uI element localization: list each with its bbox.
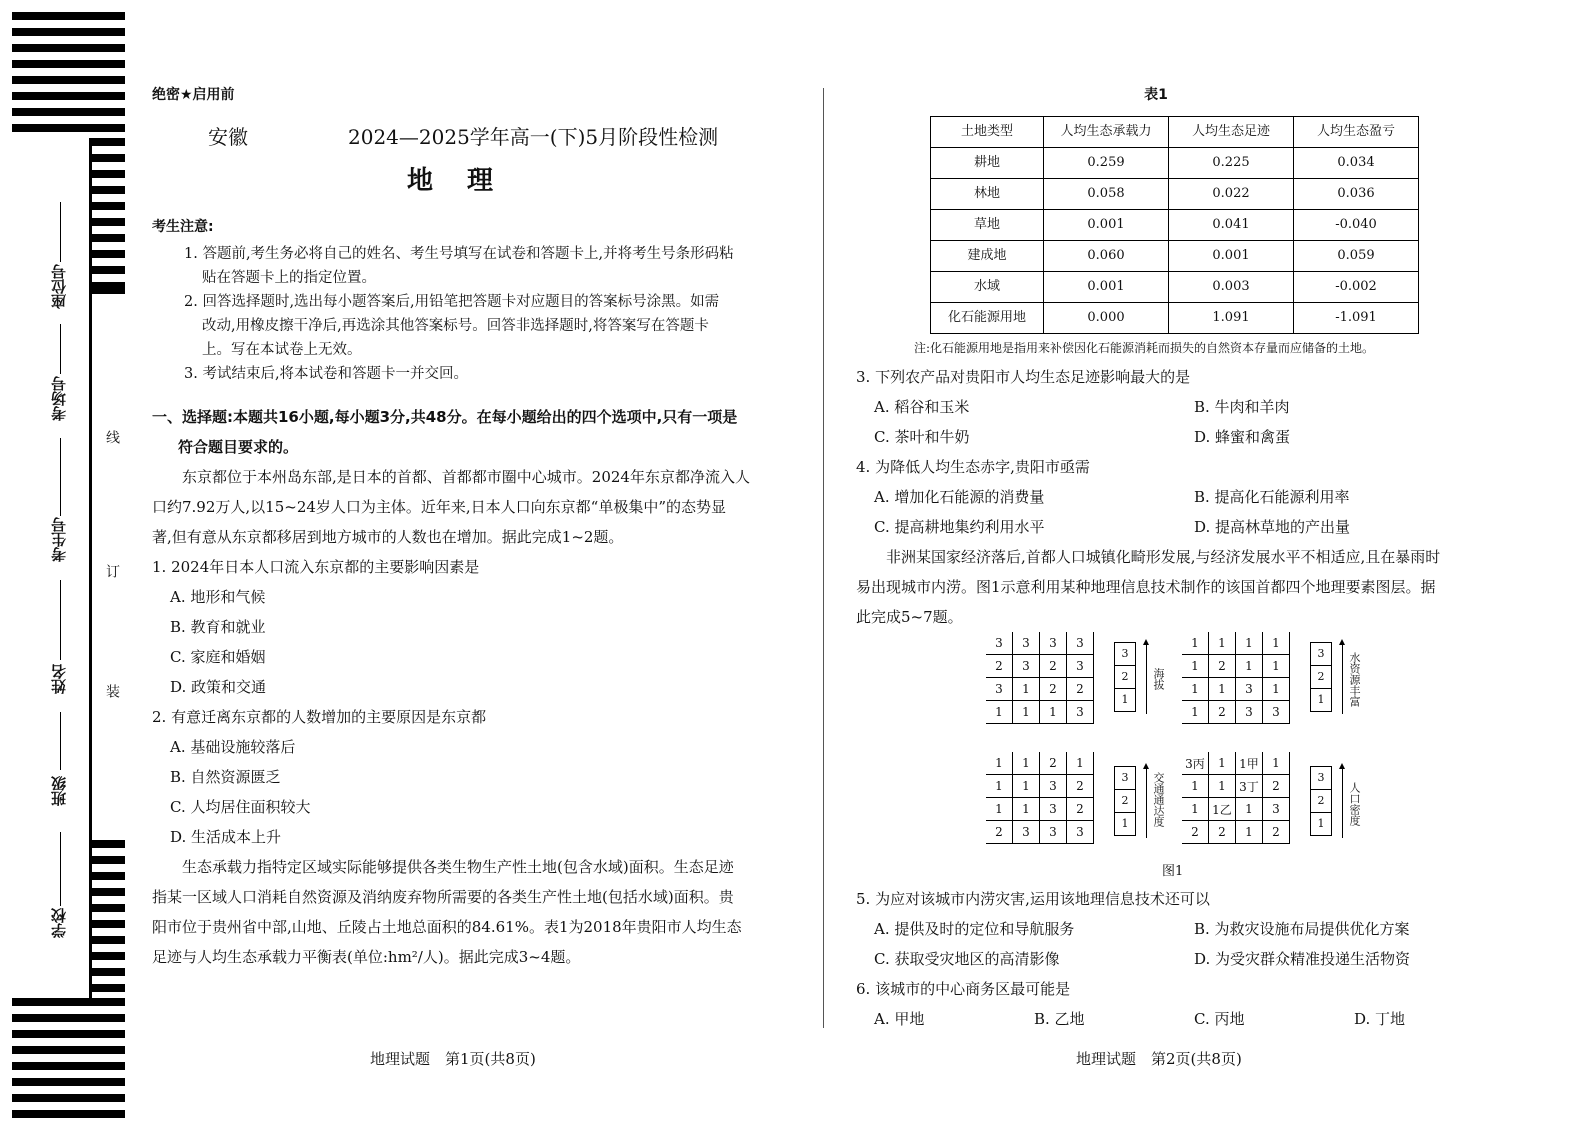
grid-row <box>986 775 1094 798</box>
grid-cell: 1 <box>1182 678 1209 701</box>
option[interactable]: C. 丙地 <box>1194 1010 1245 1028</box>
grid-cell: 1 <box>986 752 1013 775</box>
name-label: 姓名 <box>50 664 68 694</box>
grid-cell: 1 <box>986 798 1013 821</box>
cell: 0.041 <box>1169 210 1294 241</box>
grid-row <box>986 632 1094 655</box>
legend-entry: 1 <box>1121 817 1129 830</box>
grid-cell: 1 <box>1236 632 1263 655</box>
arrow-icon <box>1146 768 1147 838</box>
grid-cell: 1乙 <box>1209 798 1236 821</box>
notice-item: 改动,用橡皮擦干净后,再选涂其他答案标号。回答非选择题时,将答案写在答题卡 <box>202 318 709 334</box>
barcode-stripe <box>12 1062 125 1070</box>
option[interactable]: C. 提高耕地集约利用水平 <box>874 518 1045 536</box>
class-label: 班级 <box>50 776 68 806</box>
cell: 0.034 <box>1294 148 1419 179</box>
grid-row <box>986 701 1094 724</box>
cell: 0.001 <box>1169 241 1294 272</box>
cell: -0.040 <box>1294 210 1419 241</box>
cut-label-bind: 订 <box>104 564 120 578</box>
legend-entry: 3 <box>1311 643 1331 666</box>
option[interactable]: A. 增加化石能源的消费量 <box>874 488 1045 506</box>
notice-item: 上。写在本试卷上无效。 <box>202 342 362 358</box>
cell: 1.091 <box>1169 303 1294 334</box>
figure-1 <box>984 632 1364 850</box>
barcode-stripe <box>90 250 125 258</box>
legend-entry: 1 <box>1317 817 1325 830</box>
layer-title: 人口密度 <box>1348 782 1361 826</box>
cell: 0.259 <box>1044 148 1169 179</box>
option[interactable]: A. 甲地 <box>874 1010 925 1028</box>
option[interactable]: C. 家庭和婚姻 <box>170 648 266 666</box>
table-row <box>931 303 1419 334</box>
barcode-stripe <box>90 920 125 928</box>
grid-cell: 3 <box>986 678 1013 701</box>
section-heading: 一、选择题:本题共16小题,每小题3分,共48分。在每小题给出的四个选项中,只有一项是 <box>152 408 738 426</box>
barcode-stripe <box>90 170 125 178</box>
table-header: 人均生态承载力 <box>1044 117 1169 148</box>
barcode-stripe <box>90 952 125 960</box>
section-heading-cont: 符合题目要求的。 <box>178 438 299 456</box>
table-header: 土地类型 <box>931 117 1044 148</box>
grid-cell: 1 <box>1236 798 1263 821</box>
cell: 0.060 <box>1044 241 1169 272</box>
cut-label-line: 线 <box>104 430 120 444</box>
option[interactable]: A. 地形和气候 <box>170 588 266 606</box>
passage-line: 口约7.92万人,以15~24岁人口为主体。近年来,日本人口向东京都“单极集中”的态势显 <box>152 498 727 516</box>
grid-cell: 1 <box>1263 678 1290 701</box>
grid-row <box>1182 752 1290 775</box>
grid-row <box>986 655 1094 678</box>
legend-entry: 2 <box>1115 790 1135 813</box>
question-stem: 1. 2024年日本人口流入东京都的主要影响因素是 <box>152 558 480 576</box>
grid-cell: 3 <box>1013 655 1040 678</box>
cell: 化石能源用地 <box>931 303 1044 334</box>
barcode-stripe <box>12 108 125 116</box>
barcode-stripe <box>90 282 125 294</box>
cell: 0.001 <box>1044 210 1169 241</box>
grid-cell: 2 <box>986 821 1013 844</box>
barcode-stripe <box>12 12 125 20</box>
option[interactable]: C. 人均居住面积较大 <box>170 798 311 816</box>
cell: 0.022 <box>1169 179 1294 210</box>
figure-caption: 图1 <box>1162 864 1184 879</box>
grid-cell: 1 <box>1067 752 1094 775</box>
seat-label: 座位号 <box>50 264 68 309</box>
layer-legend <box>1114 642 1136 712</box>
barcode-stripe <box>90 154 125 162</box>
cell: 0.225 <box>1169 148 1294 179</box>
cut-label-staple: 装 <box>104 684 120 698</box>
grid-row <box>986 752 1094 775</box>
grid-cell: 3 <box>1040 775 1067 798</box>
option[interactable]: A. 稻谷和玉米 <box>874 398 970 416</box>
table-header: 人均生态足迹 <box>1169 117 1294 148</box>
grid-cell: 1 <box>1209 752 1236 775</box>
option[interactable]: B. 教育和就业 <box>170 618 266 636</box>
barcode-stripe <box>90 888 125 896</box>
barcode-stripe <box>12 1078 125 1086</box>
passage-line: 阳市位于贵州省中部,山地、丘陵占土地总面积的84.61%。表1为2018年贵阳市人均生态 <box>152 918 742 936</box>
barcode-stripe <box>90 872 125 880</box>
grid-row <box>1182 632 1290 655</box>
barcode-stripe <box>90 266 125 274</box>
cell: 0.001 <box>1044 272 1169 303</box>
layer-grid-population <box>1182 752 1290 844</box>
question-stem: 4. 为降低人均生态赤字,贵阳市亟需 <box>856 458 1090 476</box>
fill-line <box>60 832 61 906</box>
grid-cell: 2 <box>1209 701 1236 724</box>
exam-title: 安徽 2024—2025学年高一(下)5月阶段性检测 <box>208 125 719 149</box>
option[interactable]: B. 牛肉和羊肉 <box>1194 398 1290 416</box>
option[interactable]: C. 获取受灾地区的高清影像 <box>874 950 1060 968</box>
passage-line: 著,但有意从东京都移居到地方城市的人数也在增加。据此完成1~2题。 <box>152 528 624 546</box>
barcode-stripe <box>90 202 125 210</box>
column-divider <box>823 88 824 1028</box>
grid-cell: 1 <box>1040 701 1067 724</box>
table-caption: 表1 <box>1144 87 1168 103</box>
option[interactable]: A. 提供及时的定位和导航服务 <box>874 920 1075 938</box>
barcode-stripe <box>90 936 125 944</box>
grid-cell: 2 <box>1040 752 1067 775</box>
table-row <box>931 179 1419 210</box>
grid-cell: 1 <box>1263 655 1290 678</box>
legend-entry: 2 <box>1115 666 1135 689</box>
option-row <box>856 482 1456 512</box>
grid-cell: 1 <box>1236 821 1263 844</box>
grid-cell: 1 <box>1236 655 1263 678</box>
grid-cell: 1 <box>986 701 1013 724</box>
fill-line <box>60 202 61 262</box>
cell: 0.003 <box>1169 272 1294 303</box>
table-row <box>931 210 1419 241</box>
barcode-stripe <box>90 904 125 912</box>
option[interactable]: D. 丁地 <box>1354 1010 1406 1028</box>
fill-line <box>60 580 61 660</box>
notice-item: 2. 回答选择题时,选出每小题答案后,用铅笔把答题卡对应题目的答案标号涂黑。如需 <box>184 294 720 310</box>
grid-cell: 2 <box>1263 775 1290 798</box>
barcode-stripe <box>90 138 125 146</box>
option[interactable]: B. 乙地 <box>1034 1010 1085 1028</box>
cell: 水域 <box>931 272 1044 303</box>
page-2-lower <box>856 884 1456 1034</box>
barcode-stripe <box>12 28 125 36</box>
room-label: 考场号 <box>50 376 68 421</box>
grid-row <box>986 798 1094 821</box>
grid-cell: 3 <box>1040 798 1067 821</box>
grid-cell: 3 <box>1263 701 1290 724</box>
grid-cell: 2 <box>1040 678 1067 701</box>
grid-cell: 3 <box>1236 701 1263 724</box>
barcode-stripe <box>90 234 125 242</box>
grid-row <box>986 678 1094 701</box>
grid-cell: 1 <box>1209 632 1236 655</box>
barcode-stripe <box>12 76 125 84</box>
barcode-stripe <box>90 968 125 976</box>
question-stem: 2. 有意迁离东京都的人数增加的主要原因是东京都 <box>152 708 487 726</box>
grid-cell: 1 <box>1013 798 1040 821</box>
barcode-stripe <box>12 1110 125 1118</box>
page-2 <box>856 80 1456 632</box>
barcode-stripe <box>12 1094 125 1102</box>
option[interactable]: D. 为受灾群众精准投递生活物资 <box>1194 950 1411 968</box>
grid-cell: 1 <box>1013 775 1040 798</box>
cell: 0.036 <box>1294 179 1419 210</box>
barcode-stripe <box>90 856 125 864</box>
passage-line: 东京都位于本州岛东部,是日本的首都、首都都市圈中心城市。2024年东京都净流入人 <box>182 468 750 486</box>
option-row <box>856 512 1456 542</box>
cell: 0.000 <box>1044 303 1169 334</box>
arrow-icon <box>1342 768 1343 838</box>
grid-cell: 2 <box>1209 821 1236 844</box>
binding-line <box>89 138 92 998</box>
option-row <box>856 914 1456 944</box>
barcode-stripe <box>90 840 125 848</box>
option[interactable]: B. 自然资源匮乏 <box>170 768 281 786</box>
grid-cell: 1 <box>1182 632 1209 655</box>
barcode-stripe <box>12 44 125 52</box>
barcode-stripe <box>12 124 125 132</box>
option-row <box>856 392 1456 422</box>
legend-entry: 3 <box>1115 643 1135 666</box>
fill-line <box>60 712 61 770</box>
grid-cell: 2 <box>1182 821 1209 844</box>
passage-line: 易出现城市内涝。图1示意利用某种地理信息技术制作的该国首都四个地理要素图层。据 <box>856 578 1436 596</box>
grid-cell: 2 <box>986 655 1013 678</box>
table-header-row <box>931 117 1419 148</box>
grid-cell: 3丁 <box>1236 775 1263 798</box>
grid-row <box>1182 655 1290 678</box>
layer-legend <box>1114 766 1136 836</box>
table-header: 人均生态盈亏 <box>1294 117 1419 148</box>
notice-item: 3. 考试结束后,将本试卷和答题卡一并交回。 <box>184 366 469 382</box>
option[interactable]: D. 提高林草地的产出量 <box>1194 518 1351 536</box>
table-row <box>931 241 1419 272</box>
grid-row <box>986 821 1094 844</box>
option[interactable]: A. 基础设施较落后 <box>170 738 296 756</box>
passage-line: 非洲某国家经济落后,首都人口城镇化畸形发展,与经济发展水平不相适应,且在暴雨时 <box>886 548 1441 566</box>
barcode-stripe <box>12 92 125 100</box>
grid-cell: 3 <box>1040 821 1067 844</box>
cell: 0.058 <box>1044 179 1169 210</box>
legend-entry: 2 <box>1311 790 1331 813</box>
option-row <box>856 1004 1456 1034</box>
question-stem: 3. 下列农产品对贵阳市人均生态足迹影响最大的是 <box>856 368 1191 386</box>
grid-cell: 3 <box>986 632 1013 655</box>
grid-row <box>1182 701 1290 724</box>
grid-row <box>1182 821 1290 844</box>
binding-sidebar <box>12 12 125 1124</box>
secret-mark: 绝密★启用前 <box>152 87 235 103</box>
grid-cell: 1 <box>1013 701 1040 724</box>
grid-row <box>1182 678 1290 701</box>
option-row <box>856 422 1456 452</box>
notice-list <box>152 242 792 386</box>
page-footer-1: 地理试题 第1页(共8页) <box>370 1050 536 1068</box>
grid-cell: 1 <box>1209 678 1236 701</box>
barcode-stripe <box>90 984 125 992</box>
notice-item: 1. 答题前,考生务必将自己的姓名、考生号填写在试卷和答题卡上,并将考生号条形码粘 <box>184 246 734 262</box>
grid-row <box>1182 798 1290 821</box>
cell: 0.059 <box>1294 241 1419 272</box>
barcode-stripe <box>12 1046 125 1054</box>
option[interactable]: D. 政策和交通 <box>170 678 267 696</box>
page-footer-2: 地理试题 第2页(共8页) <box>1076 1050 1242 1068</box>
grid-cell: 3 <box>1067 655 1094 678</box>
arrow-icon <box>1146 644 1147 714</box>
grid-cell: 1 <box>1182 701 1209 724</box>
cell: 耕地 <box>931 148 1044 179</box>
arrow-icon <box>1342 644 1343 714</box>
cell: -1.091 <box>1294 303 1419 334</box>
fill-line <box>60 438 61 516</box>
grid-cell: 2 <box>1209 655 1236 678</box>
cell: -0.002 <box>1294 272 1419 303</box>
fill-line <box>60 324 61 374</box>
grid-cell: 2 <box>1263 821 1290 844</box>
option[interactable]: C. 茶叶和牛奶 <box>874 428 970 446</box>
option[interactable]: D. 蜂蜜和禽蛋 <box>1194 428 1291 446</box>
cell: 林地 <box>931 179 1044 210</box>
grid-cell: 1 <box>1013 678 1040 701</box>
layer-grid-water <box>1182 632 1290 724</box>
layer-title: 交通通达度 <box>1152 772 1165 827</box>
grid-cell: 2 <box>1067 798 1094 821</box>
school-label: 学校 <box>50 908 68 938</box>
legend-entry: 2 <box>1311 666 1331 689</box>
grid-cell: 1 <box>1182 655 1209 678</box>
grid-cell: 1甲 <box>1236 752 1263 775</box>
table-row <box>931 272 1419 303</box>
passage-line: 此完成5~7题。 <box>856 608 963 626</box>
table-row <box>931 148 1419 179</box>
option-row <box>856 944 1456 974</box>
grid-cell: 3 <box>1040 632 1067 655</box>
ecology-table <box>930 116 1419 334</box>
passage-line: 足迹与人均生态承载力平衡表(单位:hm²/人)。据此完成3~4题。 <box>152 948 581 966</box>
grid-cell: 1 <box>1013 752 1040 775</box>
barcode-stripe <box>12 1014 125 1022</box>
legend-entry: 3 <box>1311 767 1331 790</box>
exam-number-label: 考生号 <box>50 517 68 562</box>
notice-item: 贴在答题卡上的指定位置。 <box>202 270 376 286</box>
table-note: 注:化石能源用地是指用来补偿因化石能源消耗而损失的自然资本存量而应储备的土地。 <box>914 341 1375 355</box>
barcode-stripe <box>90 218 125 226</box>
barcode-stripe <box>12 60 125 68</box>
grid-cell: 2 <box>1067 775 1094 798</box>
layer-title: 水资源丰富 <box>1348 652 1361 707</box>
notice-title: 考生注意: <box>152 219 214 235</box>
page-1 <box>152 80 792 972</box>
grid-cell: 3 <box>1067 821 1094 844</box>
grid-cell: 3 <box>1013 632 1040 655</box>
barcode-stripe <box>12 1030 125 1038</box>
grid-cell: 3 <box>1236 678 1263 701</box>
cell: 草地 <box>931 210 1044 241</box>
option[interactable]: B. 提高化石能源利用率 <box>1194 488 1350 506</box>
grid-cell: 1 <box>1182 775 1209 798</box>
barcode-stripe <box>12 998 125 1006</box>
grid-cell: 2 <box>1067 678 1094 701</box>
grid-cell: 3 <box>1067 701 1094 724</box>
layer-legend <box>1310 766 1332 836</box>
grid-cell: 3 <box>1013 821 1040 844</box>
grid-cell: 2 <box>1040 655 1067 678</box>
layer-legend <box>1310 642 1332 712</box>
layer-grid-traffic <box>986 752 1094 844</box>
grid-cell: 1 <box>1263 752 1290 775</box>
grid-cell: 3 <box>1263 798 1290 821</box>
question-stem: 5. 为应对该城市内涝灾害,运用该地理信息技术还可以 <box>856 890 1210 908</box>
subject-title: 地 理 <box>406 166 497 196</box>
layer-grid-elevation <box>986 632 1094 724</box>
question-stem: 6. 该城市的中心商务区最可能是 <box>856 980 1071 998</box>
legend-entry: 1 <box>1317 693 1325 706</box>
legend-entry: 3 <box>1115 767 1135 790</box>
grid-row <box>1182 775 1290 798</box>
legend-entry: 1 <box>1121 693 1129 706</box>
option[interactable]: B. 为救灾设施布局提供优化方案 <box>1194 920 1410 938</box>
passage-line: 生态承载力指特定区域实际能够提供各类生物生产性土地(包含水域)面积。生态足迹 <box>182 858 734 876</box>
passage-line: 指某一区域人口消耗自然资源及消纳废弃物所需要的各类生产性土地(包括水域)面积。贵 <box>152 888 734 906</box>
option[interactable]: D. 生活成本上升 <box>170 828 282 846</box>
grid-cell: 1 <box>1263 632 1290 655</box>
cell: 建成地 <box>931 241 1044 272</box>
grid-cell: 1 <box>1209 775 1236 798</box>
grid-cell: 3 <box>1067 632 1094 655</box>
grid-cell: 3丙 <box>1182 752 1209 775</box>
layer-title: 海拔 <box>1152 668 1165 690</box>
grid-cell: 1 <box>1182 798 1209 821</box>
barcode-stripe <box>90 186 125 194</box>
grid-cell: 1 <box>986 775 1013 798</box>
